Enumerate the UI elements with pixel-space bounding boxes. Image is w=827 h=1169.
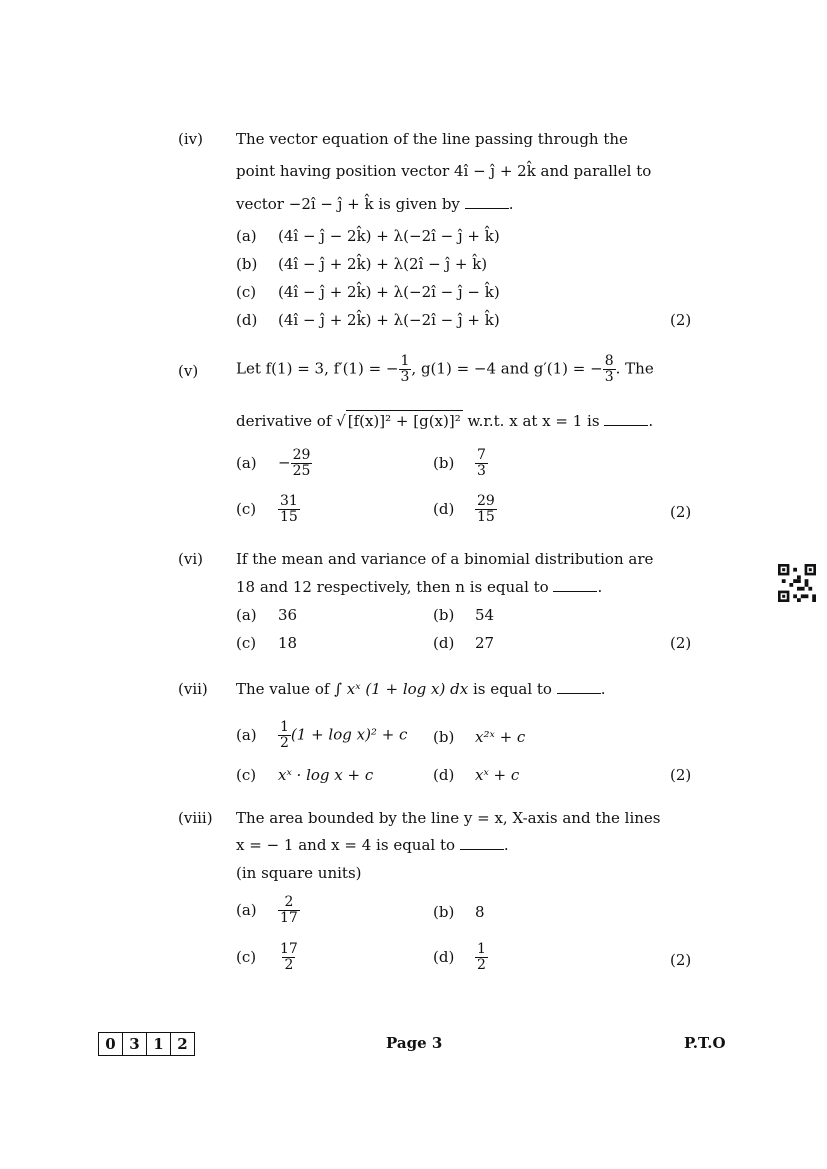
pto-label: P.T.O	[684, 1034, 726, 1052]
qr-code-icon	[778, 564, 816, 602]
option-b: (b) $\frac{7}{3}$	[433, 447, 486, 479]
code-digit: 3	[123, 1033, 147, 1055]
answer-blank	[604, 413, 648, 426]
option-a: (a) 36	[236, 606, 298, 624]
option-c: (c) $\frac{31}{15}$	[236, 493, 298, 525]
stem-line: The area bounded by the line y = x, X-axis and the lines	[236, 809, 661, 827]
marks: (2)	[670, 634, 692, 652]
option-d: (d) $\frac{29}{15}$	[433, 493, 495, 525]
stem-line: vector −2î − ĵ + k̂ is given by .	[236, 195, 514, 213]
stem-line: If the mean and variance of a binomial distribution are	[236, 550, 654, 568]
answer-blank	[460, 837, 504, 850]
option-b: (b) (4î − ĵ + 2k̂) + λ(2î − ĵ + k̂)	[236, 255, 488, 273]
question-number: (vii)	[178, 680, 208, 698]
option-c: (c) 18	[236, 634, 298, 652]
question-number: (v)	[178, 362, 199, 380]
answer-blank	[553, 579, 597, 592]
stem-line: point having position vector 4î − ĵ + 2k̂ and parallel to	[236, 162, 652, 180]
marks: (2)	[670, 951, 692, 969]
question-paper-code	[98, 1032, 195, 1056]
stem-line: derivative of √ [f(x)]² + [g(x)]² w.r.t. x at x = 1 is .	[236, 412, 654, 430]
answer-blank	[465, 196, 509, 209]
code-digit: 0	[99, 1033, 123, 1055]
question-number: (viii)	[178, 809, 213, 827]
marks: (2)	[670, 766, 692, 784]
option-d: (d) 27	[433, 634, 495, 652]
option-c: (c) xˣ · log x + c	[236, 766, 374, 784]
option-a: (a) − $\frac{29}{25}$	[236, 447, 311, 479]
stem-line: The vector equation of the line passing through the	[236, 130, 628, 148]
option-a: (a) $\frac{2}{17}$	[236, 894, 298, 926]
page-number: Page 3	[386, 1034, 443, 1052]
option-b: (b) 54	[433, 606, 495, 624]
marks: (2)	[670, 311, 692, 329]
option-c: (c) $\frac{17}{2}$	[236, 941, 298, 973]
option-a: (a) (4î − ĵ − 2k̂) + λ(−2î − ĵ + k̂)	[236, 227, 500, 245]
option-a: (a) $\frac{1}{2}$ (1 + log x)² + c	[236, 719, 408, 751]
stem-line: (in square units)	[236, 864, 362, 882]
stem-line: 18 and 12 respectively, then n is equal to .	[236, 578, 603, 596]
option-d: (d) $\frac{1}{2}$	[433, 941, 486, 973]
code-digit: 1	[147, 1033, 171, 1055]
option-b: (b) 8	[433, 903, 485, 921]
stem-line: The value of ∫ xˣ (1 + log x) dx is equal to .	[236, 680, 606, 698]
code-digit: 2	[177, 1035, 188, 1053]
stem-line: Let f(1) = 3, f′(1) = − $\frac{1}{3}$ , g(1) = −4 and g′(1) = − $\frac{8}{3}$ . The	[236, 353, 654, 385]
marks: (2)	[670, 503, 692, 521]
question-number: (vi)	[178, 550, 203, 568]
option-d: (d) (4î − ĵ + 2k̂) + λ(−2î − ĵ + k̂)	[236, 311, 500, 329]
option-c: (c) (4î − ĵ + 2k̂) + λ(−2î − ĵ − k̂)	[236, 283, 500, 301]
answer-blank	[557, 681, 601, 694]
question-number: (iv)	[178, 130, 203, 148]
stem-line: x = − 1 and x = 4 is equal to .	[236, 836, 509, 854]
option-b: (b) x²ˣ + c	[433, 728, 526, 746]
option-d: (d) xˣ + c	[433, 766, 520, 784]
